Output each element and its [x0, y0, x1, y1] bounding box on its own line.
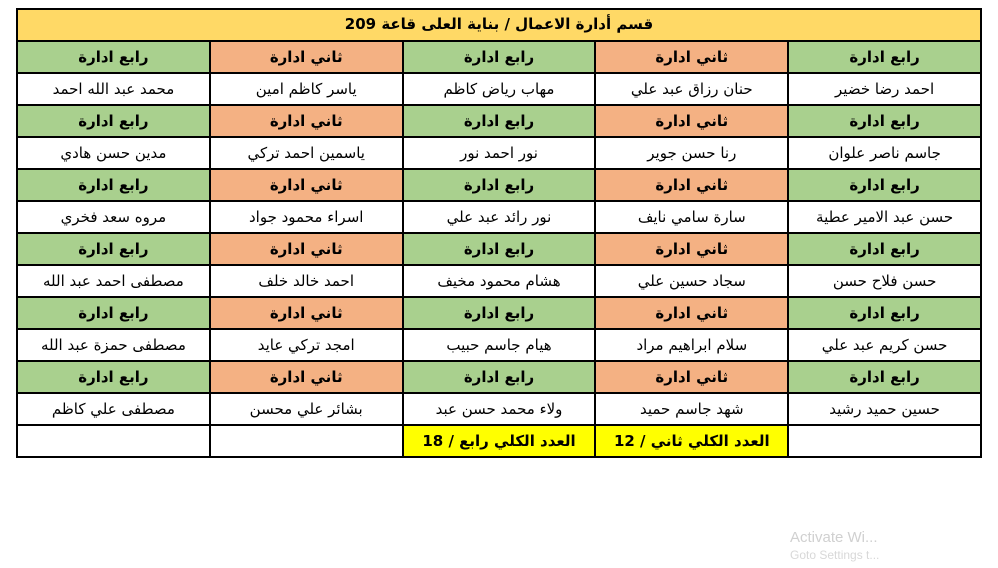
column-header: ثاني ادارة — [210, 233, 403, 265]
student-name-cell: ولاء محمد حسن عبد — [403, 393, 596, 425]
student-name-cell: ياسر كاظم امين — [210, 73, 403, 105]
column-header: رابع ادارة — [788, 297, 981, 329]
table-body — [17, 9, 981, 457]
title-row — [17, 9, 981, 41]
table-row — [17, 201, 981, 233]
spreadsheet-sheet — [0, 8, 998, 568]
table-row — [17, 73, 981, 105]
student-name-cell: مصطفى حمزة عبد الله — [17, 329, 210, 361]
activation-watermark — [790, 528, 879, 563]
column-header: رابع ادارة — [788, 41, 981, 73]
column-header: رابع ادارة — [17, 169, 210, 201]
attendance-table — [16, 8, 982, 458]
column-header: رابع ادارة — [403, 297, 596, 329]
student-name-cell: هشام محمود مخيف — [403, 265, 596, 297]
student-name-cell: نور احمد نور — [403, 137, 596, 169]
student-name-cell: حنان رزاق عبد علي — [595, 73, 788, 105]
totals-blank-cell — [17, 425, 210, 457]
column-header: رابع ادارة — [403, 105, 596, 137]
student-name-cell: شهد جاسم حميد — [595, 393, 788, 425]
header-row — [17, 105, 981, 137]
student-name-cell: حسين حميد رشيد — [788, 393, 981, 425]
header-row — [17, 41, 981, 73]
total-second-year: العدد الكلي ثاني / 12 — [595, 425, 788, 457]
column-header: رابع ادارة — [17, 105, 210, 137]
column-header: رابع ادارة — [788, 361, 981, 393]
student-name-cell: حسن فلاح حسن — [788, 265, 981, 297]
column-header: ثاني ادارة — [595, 297, 788, 329]
column-header: ثاني ادارة — [210, 169, 403, 201]
student-name-cell: مصطفى علي كاظم — [17, 393, 210, 425]
column-header: رابع ادارة — [403, 361, 596, 393]
watermark-line-1: Activate Wi... — [790, 529, 878, 546]
student-name-cell: نور رائد عبد علي — [403, 201, 596, 233]
student-name-cell: امجد تركي عايد — [210, 329, 403, 361]
student-name-cell: سجاد حسين علي — [595, 265, 788, 297]
column-header: ثاني ادارة — [595, 361, 788, 393]
column-header: ثاني ادارة — [210, 361, 403, 393]
column-header: ثاني ادارة — [210, 297, 403, 329]
column-header: ثاني ادارة — [595, 233, 788, 265]
column-header: رابع ادارة — [788, 169, 981, 201]
student-name-cell: مروه سعد فخري — [17, 201, 210, 233]
student-name-cell: بشائر علي محسن — [210, 393, 403, 425]
totals-blank-cell — [788, 425, 981, 457]
column-header: ثاني ادارة — [595, 169, 788, 201]
column-header: ثاني ادارة — [595, 41, 788, 73]
column-header: رابع ادارة — [17, 297, 210, 329]
student-name-cell: ياسمين احمد تركي — [210, 137, 403, 169]
student-name-cell: رنا حسن جوير — [595, 137, 788, 169]
student-name-cell: مدين حسن هادي — [17, 137, 210, 169]
column-header: رابع ادارة — [17, 233, 210, 265]
student-name-cell: مصطفى احمد عبد الله — [17, 265, 210, 297]
page-title: قسم أدارة الاعمال / بناية العلى قاعة 209 — [17, 9, 981, 41]
column-header: رابع ادارة — [17, 41, 210, 73]
totals-row — [17, 425, 981, 457]
column-header: رابع ادارة — [788, 105, 981, 137]
student-name-cell: محمد عبد الله احمد — [17, 73, 210, 105]
table-row — [17, 329, 981, 361]
column-header: رابع ادارة — [403, 169, 596, 201]
student-name-cell: اسراء محمود جواد — [210, 201, 403, 233]
column-header: ثاني ادارة — [595, 105, 788, 137]
student-name-cell: حسن كريم عبد علي — [788, 329, 981, 361]
watermark-line-2: Goto Settings t... — [790, 547, 880, 562]
total-fourth-year: العدد الكلي رابع / 18 — [403, 425, 596, 457]
column-header: رابع ادارة — [788, 233, 981, 265]
column-header: رابع ادارة — [403, 233, 596, 265]
column-header: ثاني ادارة — [210, 105, 403, 137]
header-row — [17, 297, 981, 329]
student-name-cell: جاسم ناصر علوان — [788, 137, 981, 169]
column-header: ثاني ادارة — [210, 41, 403, 73]
student-name-cell: هيام جاسم حبيب — [403, 329, 596, 361]
student-name-cell: احمد خالد خلف — [210, 265, 403, 297]
student-name-cell: سارة سامي نايف — [595, 201, 788, 233]
student-name-cell: احمد رضا خضير — [788, 73, 981, 105]
table-row — [17, 137, 981, 169]
column-header: رابع ادارة — [17, 361, 210, 393]
header-row — [17, 361, 981, 393]
column-header: رابع ادارة — [403, 41, 596, 73]
header-row — [17, 169, 981, 201]
header-row — [17, 233, 981, 265]
totals-blank-cell — [210, 425, 403, 457]
student-name-cell: مهاب رياض كاظم — [403, 73, 596, 105]
table-row — [17, 265, 981, 297]
student-name-cell: سلام ابراهيم مراد — [595, 329, 788, 361]
table-row — [17, 393, 981, 425]
student-name-cell: حسن عبد الامير عطية — [788, 201, 981, 233]
